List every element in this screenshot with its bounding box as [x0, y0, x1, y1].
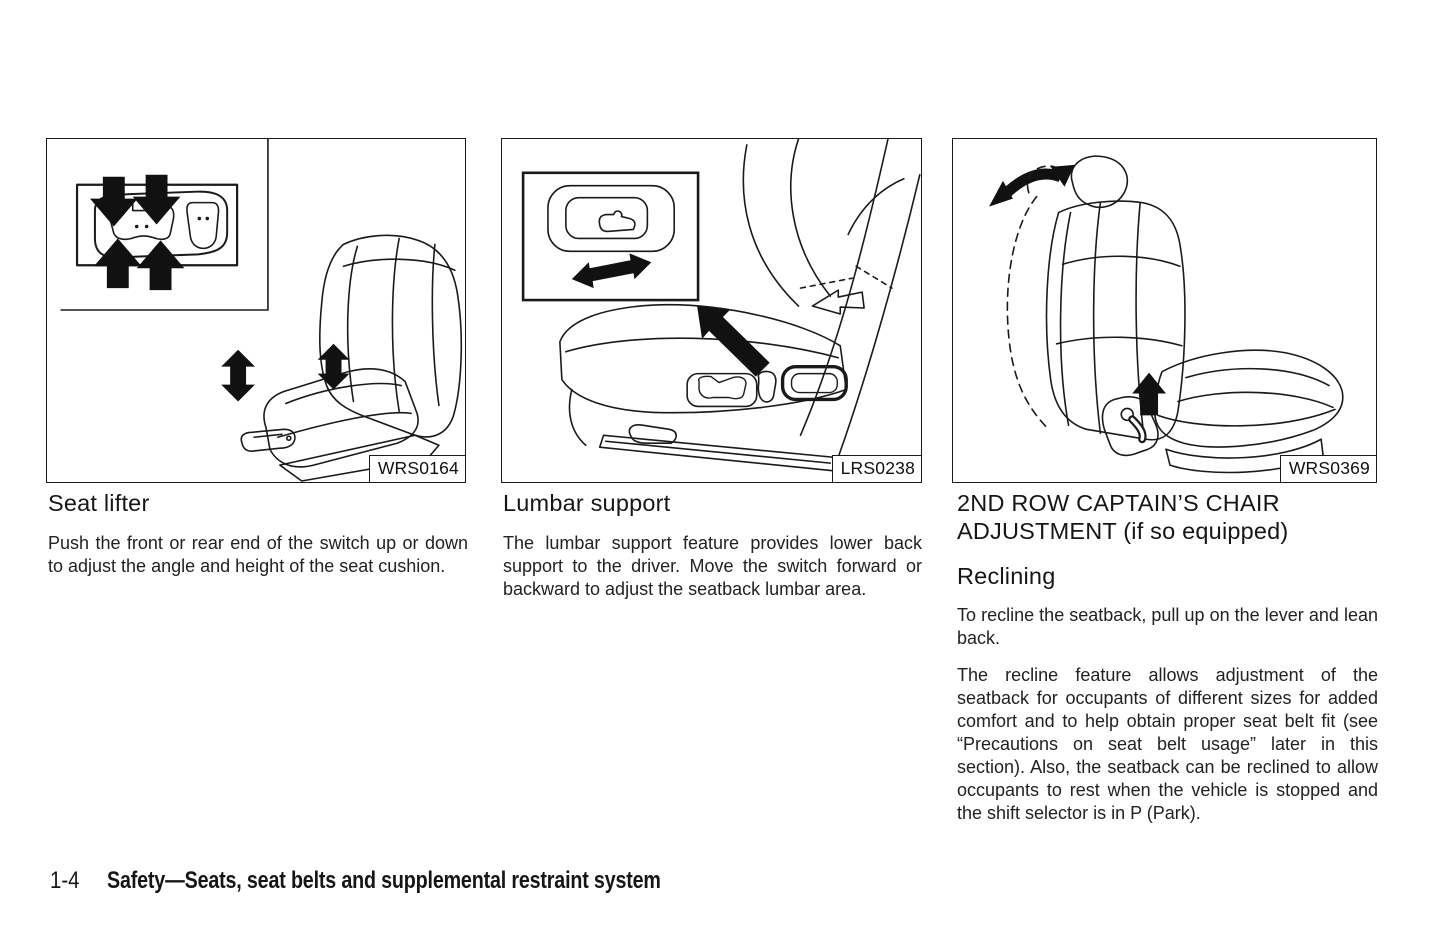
- seat-lifter-illustration: [47, 139, 465, 482]
- footer-section-title: Safety—Seats, seat belts and supplemental restraint system: [106, 867, 661, 894]
- figure-captains-chair: [952, 138, 1377, 483]
- paragraph: The lumbar support feature provides lower back support to the driver. Move the switch forward or backward to adjust the seatback lumbar area.: [503, 533, 922, 599]
- paragraph: To recline the seatback, pull up on the lever and lean back.: [957, 605, 1378, 648]
- figure-code-label: LRS0238: [832, 455, 921, 483]
- heading-lumbar-support: Lumbar support: [503, 490, 671, 516]
- outline-arrow-icon: [812, 290, 864, 314]
- column-captains-chair: [957, 489, 1378, 839]
- up-arrow-icon: [137, 240, 185, 290]
- page-footer: [50, 867, 782, 895]
- lumbar-support-illustration: [502, 139, 921, 482]
- heading-seat-lifter: Seat lifter: [48, 490, 150, 516]
- figure-code-label: WRS0369: [1280, 455, 1376, 483]
- heading-captains-chair-adjustment: 2ND ROW CAPTAIN’S CHAIR ADJUSTMENT (if so equipped): [957, 490, 1289, 544]
- paragraph: The recline feature allows adjustment of the seatback for occupants of different sizes for added comfort and to help obtain proper seat belt fit (see “Precautions on seat belt usage” later in this section). Also, the seatback can be reclined to allow occupants to rest when the vehicle is stopped and the shift selector is in P (Park).: [957, 665, 1378, 823]
- column-lumbar-support: [503, 489, 922, 615]
- up-down-arrow-icon: [221, 350, 255, 402]
- captains-chair-illustration: [953, 139, 1376, 482]
- seat-drawing: [221, 235, 461, 481]
- column-seat-lifter: [48, 489, 468, 592]
- page-number: 1-4: [50, 867, 80, 894]
- recline-arc-arrow-icon: [989, 165, 1075, 207]
- paragraph: Push the front or rear end of the switch up or down to adjust the angle and height of the seat cushion.: [48, 533, 468, 576]
- up-arrow-icon: [1132, 373, 1166, 416]
- up-arrow-icon: [94, 238, 142, 288]
- lumbar-switch-inset: [523, 173, 698, 300]
- heading-reclining: Reclining: [957, 563, 1056, 589]
- seat-lifter-switch-inset: [77, 175, 237, 290]
- diagonal-arrow-icon: [697, 306, 770, 377]
- figure-seat-lifter: [46, 138, 466, 483]
- figure-code-label: WRS0164: [369, 455, 465, 483]
- figure-lumbar-support: [501, 138, 922, 483]
- seat-drawing: [1047, 156, 1343, 472]
